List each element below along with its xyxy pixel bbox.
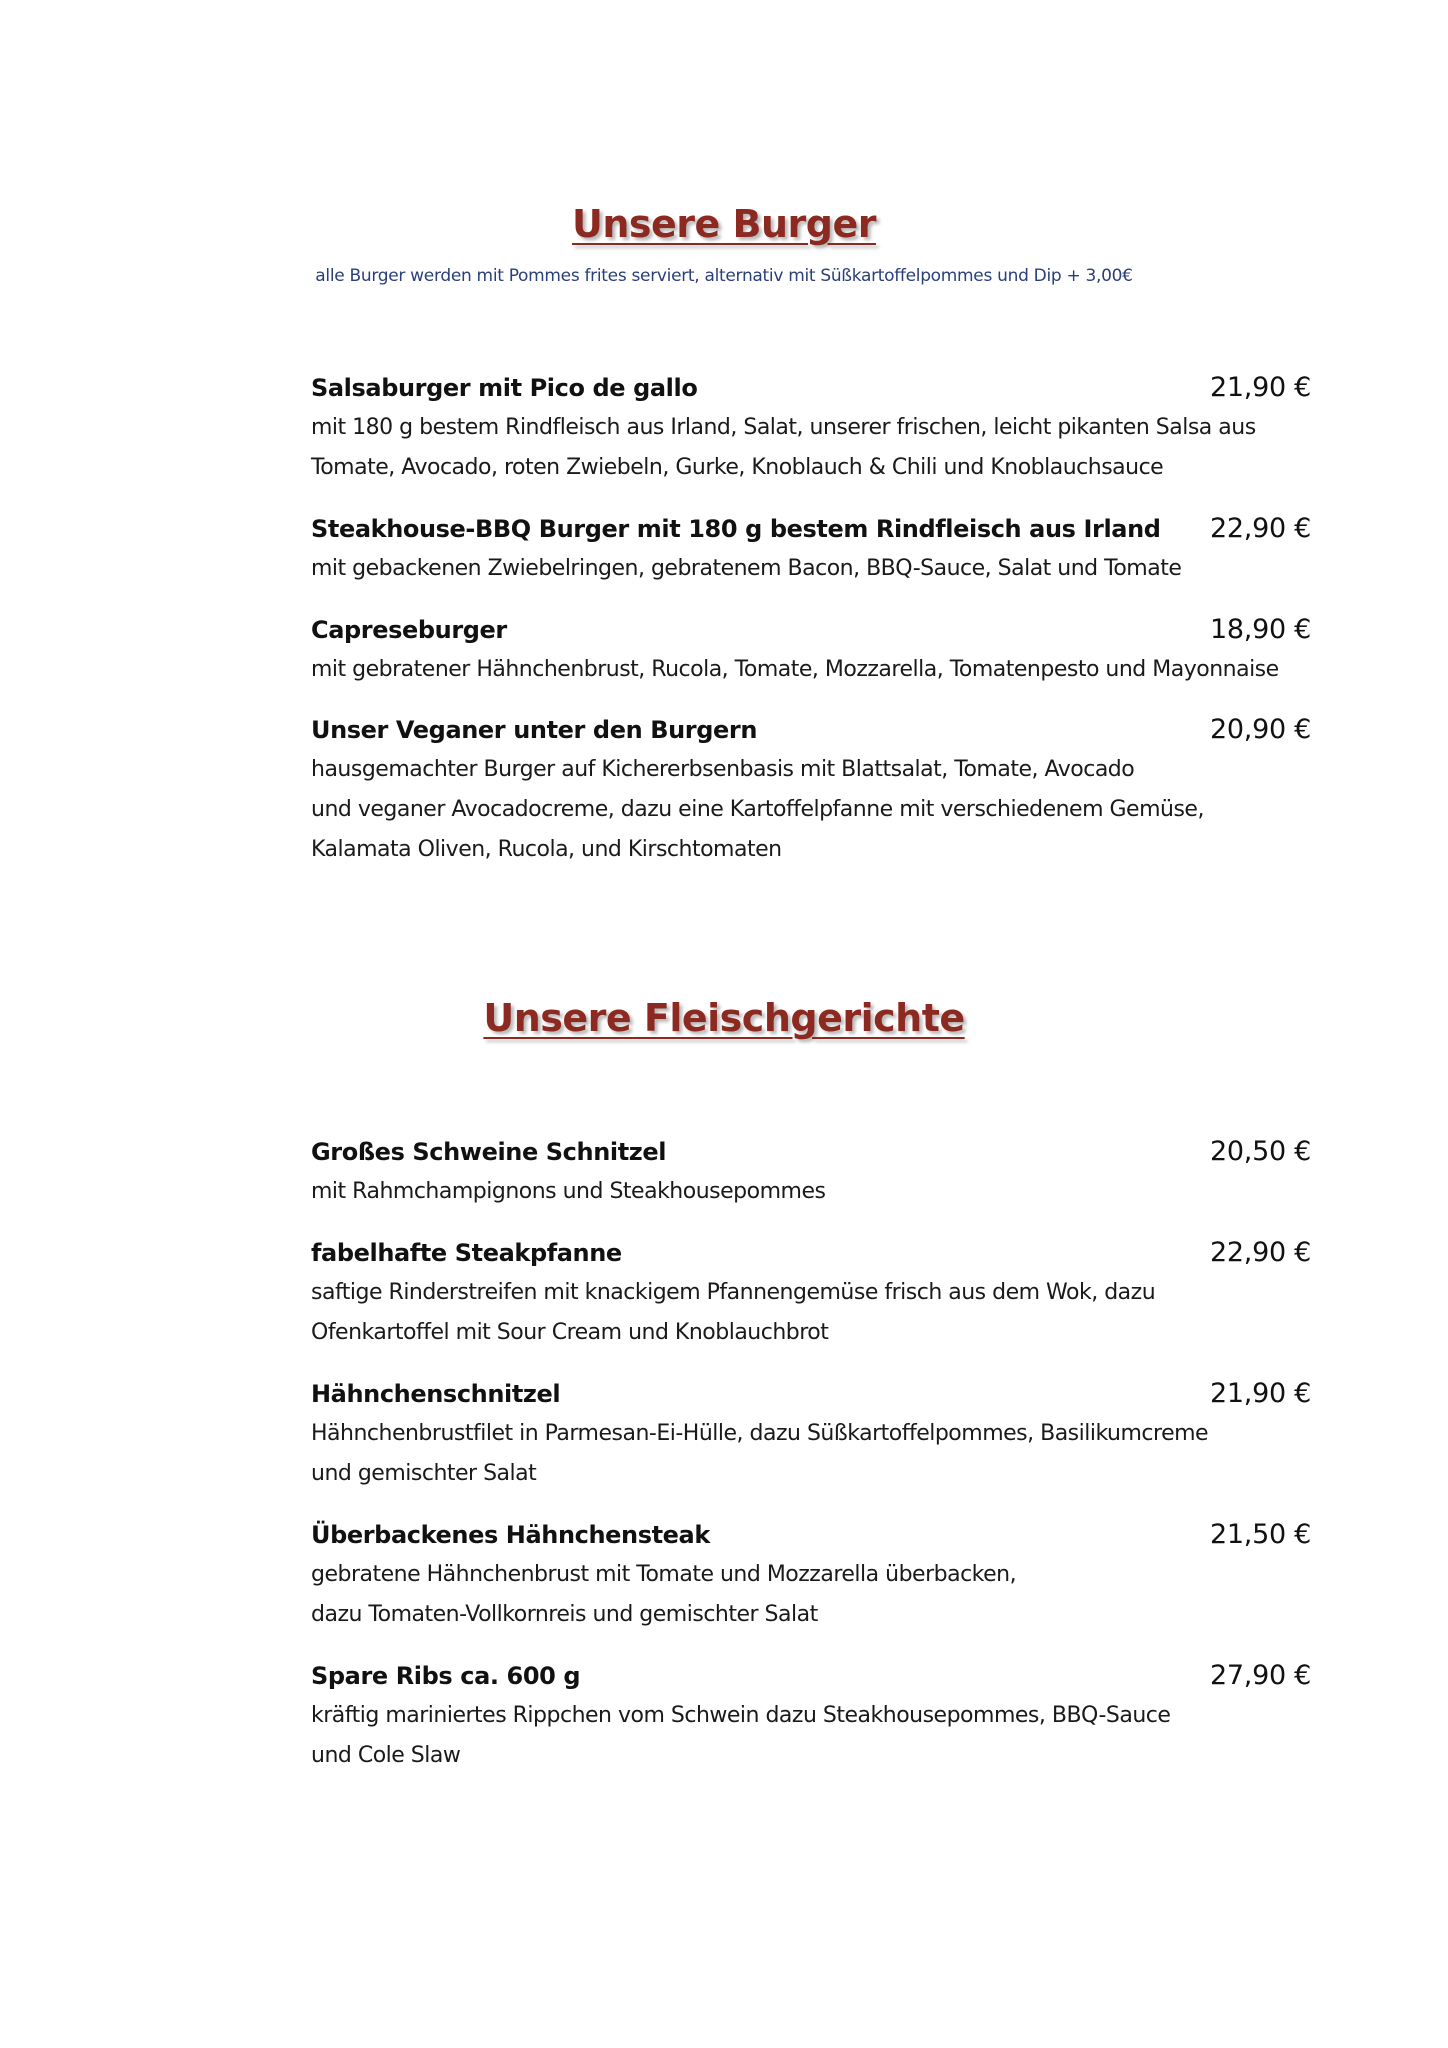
item-description	[311, 650, 1279, 690]
item-description-line: Hähnchenbrustfilet in Parmesan-Ei-Hülle, dazu Süßkartoffelpommes, Basilikumcreme	[311, 1421, 1209, 1446]
menu-item	[311, 1233, 1311, 1353]
item-description	[311, 1273, 1241, 1353]
item-description	[311, 1172, 1241, 1212]
burger-section-title: Unsere Burger	[571, 202, 876, 246]
item-description-line: Kalamata Oliven, Rucola, und Kirschtomaten	[311, 837, 782, 862]
item-description-line: und Cole Slaw	[311, 1743, 461, 1768]
menu-item	[311, 710, 1311, 870]
burger-section-subtitle: alle Burger werden mit Pommes frites serviert, alternativ mit Süßkartoffelpommes und Dip + 3,00€	[315, 266, 1133, 286]
item-name: Salsaburger mit Pico de gallo	[311, 374, 698, 402]
item-name: fabelhafte Steakpfanne	[311, 1239, 622, 1267]
item-description	[311, 750, 1241, 870]
item-price: 22,90 €	[1210, 1237, 1311, 1268]
item-price: 20,90 €	[1210, 714, 1311, 745]
menu-item	[311, 509, 1311, 589]
item-description-line: mit gebackenen Zwiebelringen, gebratenem Bacon, BBQ-Sauce, Salat und Tomate	[311, 556, 1182, 581]
item-price: 22,90 €	[1210, 513, 1311, 544]
item-description-line: hausgemachter Burger auf Kichererbsenbasis mit Blattsalat, Tomate, Avocado	[311, 757, 1135, 782]
item-price: 21,50 €	[1210, 1519, 1311, 1550]
item-price: 18,90 €	[1210, 614, 1311, 645]
meat-section-title: Unsere Fleischgerichte	[483, 996, 965, 1040]
item-description-line: saftige Rinderstreifen mit knackigem Pfannengemüse frisch aus dem Wok, dazu	[311, 1280, 1156, 1305]
item-description-line: dazu Tomaten-Vollkornreis und gemischter Salat	[311, 1602, 818, 1627]
item-name: Überbackenes Hähnchensteak	[311, 1521, 710, 1549]
item-price: 21,90 €	[1210, 1378, 1311, 1409]
item-description-line: gebratene Hähnchenbrust mit Tomate und Mozzarella überbacken,	[311, 1562, 1017, 1587]
burger-section	[0, 202, 1448, 286]
item-description	[311, 1414, 1241, 1494]
item-name: Spare Ribs ca. 600 g	[311, 1662, 581, 1690]
menu-item	[311, 368, 1311, 488]
meat-section	[0, 996, 1448, 1040]
item-name: Großes Schweine Schnitzel	[311, 1138, 667, 1166]
item-description	[311, 549, 1241, 589]
menu-item	[311, 1132, 1311, 1212]
item-price: 21,90 €	[1210, 372, 1311, 403]
item-description	[311, 408, 1256, 488]
menu-item	[311, 610, 1311, 690]
menu-item	[311, 1374, 1311, 1494]
item-description	[311, 1555, 1241, 1635]
item-description-line: und veganer Avocadocreme, dazu eine Kartoffelpfanne mit verschiedenem Gemüse,	[311, 797, 1204, 822]
menu-item	[311, 1515, 1311, 1635]
item-name: Unser Veganer unter den Burgern	[311, 716, 758, 744]
item-name: Hähnchenschnitzel	[311, 1380, 561, 1408]
item-description-line: mit 180 g bestem Rindfleisch aus Irland, Salat, unserer frischen, leicht pikanten Salsa aus	[311, 415, 1256, 440]
item-description	[311, 1696, 1241, 1776]
item-description-line: Ofenkartoffel mit Sour Cream und Knoblauchbrot	[311, 1320, 829, 1345]
item-price: 27,90 €	[1210, 1660, 1311, 1691]
item-description-line: mit Rahmchampignons und Steakhousepommes	[311, 1179, 826, 1204]
item-description-line: und gemischter Salat	[311, 1461, 537, 1486]
menu-item	[311, 1656, 1311, 1776]
item-name: Capreseburger	[311, 616, 507, 644]
item-name: Steakhouse-BBQ Burger mit 180 g bestem Rindfleisch aus Irland	[311, 515, 1161, 543]
item-price: 20,50 €	[1210, 1136, 1311, 1167]
item-description-line: Tomate, Avocado, roten Zwiebeln, Gurke, Knoblauch & Chili und Knoblauchsauce	[311, 455, 1164, 480]
item-description-line: mit gebratener Hähnchenbrust, Rucola, Tomate, Mozzarella, Tomatenpesto und Mayonnaise	[311, 657, 1279, 682]
item-description-line: kräftig mariniertes Rippchen vom Schwein dazu Steakhousepommes, BBQ-Sauce	[311, 1703, 1171, 1728]
